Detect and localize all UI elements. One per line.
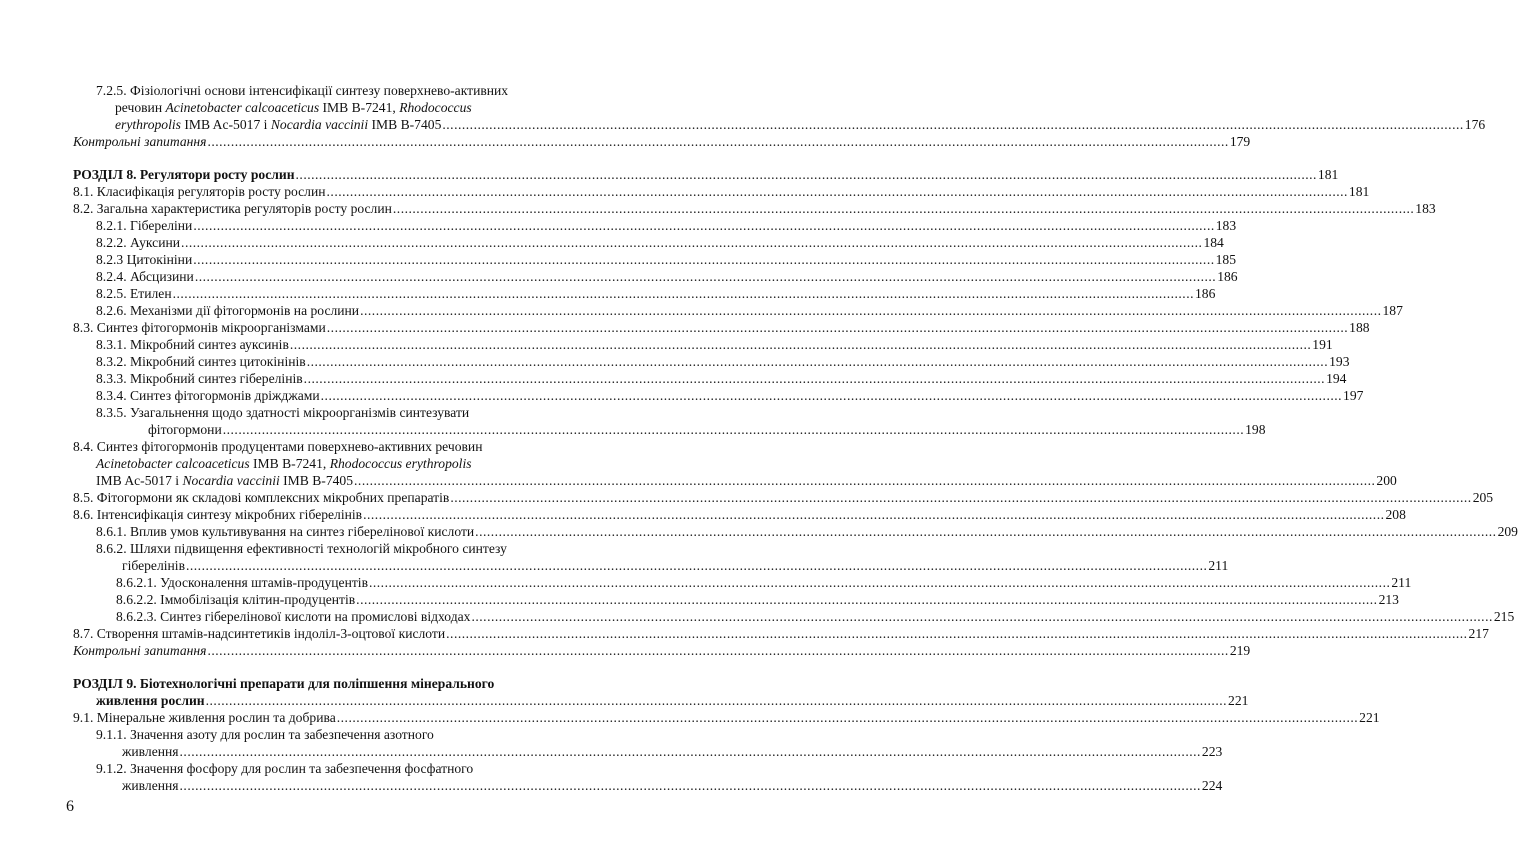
toc-page-number: 181 [1317,167,1339,182]
toc-page-number: 186 [1195,286,1216,301]
toc-entry-9-1 [73,709,1380,726]
toc-leader-dots [223,421,1244,438]
toc-text: 8.7. Створення штамів-надсинтетиків індоліл-3-оцтової кислоти [73,626,446,641]
toc-page-number: 213 [1378,592,1399,607]
toc-entry-8-6-1 [96,523,1518,540]
toc-page-number: 211 [1208,558,1229,573]
toc-page-number: 183 [1215,218,1237,233]
toc-entry-8-3-5-line1: 8.3.5. Узагальнення щодо здатності мікроорганізмів синтезувати [96,405,470,420]
toc-page-number: 188 [1349,320,1370,335]
toc-page-number: 211 [1391,575,1412,590]
toc-entry-8-2-3 [96,251,1236,268]
toc-entry-9-1-2-line1: 9.1.2. Значення фосфору для рослин та забезпечення фосфатного [96,761,474,776]
toc-leader-dots [442,116,1463,133]
toc-leader-dots [195,268,1216,285]
toc-page-number: 191 [1312,337,1333,352]
toc-leader-dots [327,319,1348,336]
toc-text: 8.3.2. Мікробний синтез цитокінінів [96,354,306,369]
toc-entry-questions-7 [73,133,1251,150]
toc-text: 8.2.2. Ауксини [96,235,181,250]
toc-chapter-9-line2 [96,692,1249,709]
toc-entry-8-6 [73,506,1406,523]
toc-text: 8.2.1. Гібереліни [96,218,193,233]
toc-page-number: 194 [1326,371,1347,386]
toc-leader-dots [296,166,1317,183]
toc-page-number: 224 [1201,778,1223,793]
toc-leader-dots [337,709,1358,726]
toc-text: 8.3.3. Мікробний синтез гіберелінів [96,371,303,386]
toc-page-number: 179 [1229,134,1251,149]
toc-page-number: 223 [1201,744,1223,759]
toc-entry-9-1-2-line2 [122,777,1223,794]
toc-text: 8.2. Загальна характеристика регуляторів росту рослин [73,201,392,216]
toc-page-number: 219 [1229,643,1251,658]
toc-entry-8-3-1 [96,336,1333,353]
toc-leader-dots [206,692,1227,709]
toc-text: 8.3.4. Синтез фітогормонів дріжджами [96,388,320,403]
toc-leader-dots [186,557,1207,574]
toc-entry-8-5 [73,489,1494,506]
toc-entry-7-2-5-line2 [115,99,472,116]
toc-text: 8.6.1. Вплив умов культивування на синтез гіберелінової кислоти [96,524,475,539]
toc-leader-dots [290,336,1311,353]
toc-page-number: 186 [1217,269,1238,284]
toc-text: 8.2.5. Етилен [96,286,172,301]
toc-leader-dots [363,506,1384,523]
toc-text: гіберелінів [122,558,185,573]
toc-page-number: 208 [1385,507,1406,522]
toc-text: IMB Ac-5017 і Nocardia vaccinii IMB B-7405 [96,473,354,488]
toc-entry-8-2 [73,200,1436,217]
toc-page-number: 197 [1343,388,1364,403]
toc-entry-8-4-line2 [96,455,472,472]
toc-leader-dots [193,217,1214,234]
toc-text: живлення [122,778,179,793]
toc-entry-8-6-2-line2 [122,557,1229,574]
toc-entry-8-6-2-3 [116,608,1515,625]
toc-entry-8-7 [73,625,1489,642]
toc-entry-8-1 [73,183,1370,200]
toc-leader-dots [450,489,1471,506]
toc-entry-9-1-1-line2 [122,743,1223,760]
toc-entry-questions-8 [73,642,1251,659]
toc-leader-dots [180,777,1201,794]
page-number: 6 [66,798,74,815]
toc-page-number: 181 [1348,184,1370,199]
toc-leader-dots [475,523,1496,540]
toc-leader-dots [327,183,1348,200]
toc-page-number: 215 [1493,609,1515,624]
toc-leader-dots [321,387,1342,404]
toc-text: живлення [122,744,179,759]
toc-page-number: 183 [1415,201,1436,216]
toc-leader-dots [207,642,1228,659]
toc-entry-8-6-2-2 [116,591,1399,608]
toc-entry-8-2-6 [96,302,1403,319]
toc-leader-dots [207,133,1228,150]
toc-chapter-8 [73,166,1339,183]
toc-leader-dots [369,574,1390,591]
toc-page-number: 187 [1382,303,1403,318]
toc-text: 8.6.2.1. Удосконалення штамів-продуцентів [116,575,368,590]
toc-entry-8-3-3 [96,370,1347,387]
toc-text-segment: IMB B-7241, [319,100,400,115]
toc-text-italic: Acinetobacter calcoaceticus [165,100,320,115]
toc-page-number: 205 [1472,490,1494,505]
toc-text-segment: IMB B-7241, [249,456,330,471]
toc-text: живлення рослин [96,693,205,708]
toc-page-number: 198 [1245,422,1266,437]
toc-leader-dots [393,200,1414,217]
toc-entry-7-2-5-line3 [115,116,1486,133]
toc-entry-7-2-5-line1: 7.2.5. Фізіологічні основи інтенсифікації синтезу поверхнево-активних [96,83,509,98]
toc-entry-8-4-line1: 8.4. Синтез фітогормонів продуцентами поверхнево-активних речовин [73,439,483,454]
toc-chapter-9-line1: РОЗДІЛ 9. Біотехнологічні препарати для поліпшення мінерального [73,676,495,691]
toc-text: 8.3.1. Мікробний синтез ауксинів [96,337,289,352]
toc-page-number: 221 [1359,710,1380,725]
toc-entry-9-1-1-line1: 9.1.1. Значення азоту для рослин та забезпечення азотного [96,727,434,742]
toc-text: Контрольні запитання [73,134,207,149]
toc-text: Контрольні запитання [73,643,207,658]
toc-text: 8.6. Інтенсифікація синтезу мікробних гіберелінів [73,507,363,522]
toc-page-number: 193 [1329,354,1350,369]
toc-entry-8-2-2 [96,234,1224,251]
toc-entry-8-3-4 [96,387,1364,404]
toc-entry-8-3 [73,319,1370,336]
toc-leader-dots [193,251,1214,268]
toc-entry-8-6-2-1 [116,574,1412,591]
toc-text: 8.6.2.3. Синтез гіберелінової кислоти на промислові відходах [116,609,471,624]
toc-leader-dots [181,234,1202,251]
toc-entry-8-3-2 [96,353,1350,370]
toc-page-number: 176 [1464,117,1486,132]
toc-text-segment: речовин [115,100,166,115]
toc-page-number: 217 [1468,626,1489,641]
toc-entry-8-6-2-line1: 8.6.2. Шляхи підвищення ефективності технологій мікробного синтезу [96,541,507,556]
toc-text: erythropolis IMB Ac-5017 і Nocardia vaccinii IMB B-7405 [115,117,442,132]
toc-leader-dots [356,591,1377,608]
toc-leader-dots [304,370,1325,387]
toc-text: фітогормони [148,422,222,437]
toc-page-number: 184 [1203,235,1224,250]
toc-page-number: 209 [1497,524,1518,539]
toc-text-italic: Rhodococcus erythropolis [329,456,472,471]
toc-text: 8.6.2.2. Іммобілізація клітин-продуцентів [116,592,356,607]
toc-leader-dots [471,608,1492,625]
toc-text: РОЗДІЛ 8. Регулятори росту рослин [73,167,295,182]
toc-entry-8-2-4 [96,268,1238,285]
toc-leader-dots [354,472,1375,489]
toc-text: 8.2.6. Механізми дії фітогормонів на рослини [96,303,360,318]
toc-text: 8.1. Класифікація регуляторів росту рослин [73,184,326,199]
toc-leader-dots [307,353,1328,370]
toc-entry-8-2-5 [96,285,1216,302]
toc-entry-8-3-5-line2 [148,421,1266,438]
toc-text: 8.2.3 Цитокініни [96,252,193,267]
toc-text: 8.5. Фітогормони як складові комплексних мікробних препаратів [73,490,450,505]
toc-text: 8.3. Синтез фітогормонів мікроорганізмами [73,320,326,335]
toc-text-italic: Rhodococcus [399,100,472,115]
toc-leader-dots [446,625,1467,642]
toc-leader-dots [180,743,1201,760]
toc-text: 8.2.4. Абсцизини [96,269,194,284]
toc-entry-8-2-1 [96,217,1237,234]
toc-leader-dots [360,302,1381,319]
toc-page-number: 200 [1376,473,1397,488]
toc-text: 9.1. Мінеральне живлення рослин та добрива [73,710,336,725]
toc-page-number: 221 [1228,693,1249,708]
toc-entry-8-4-line3 [96,472,1397,489]
toc-page-number: 185 [1215,252,1236,267]
toc-leader-dots [173,285,1194,302]
toc-text-italic: Acinetobacter calcoaceticus [96,456,250,471]
